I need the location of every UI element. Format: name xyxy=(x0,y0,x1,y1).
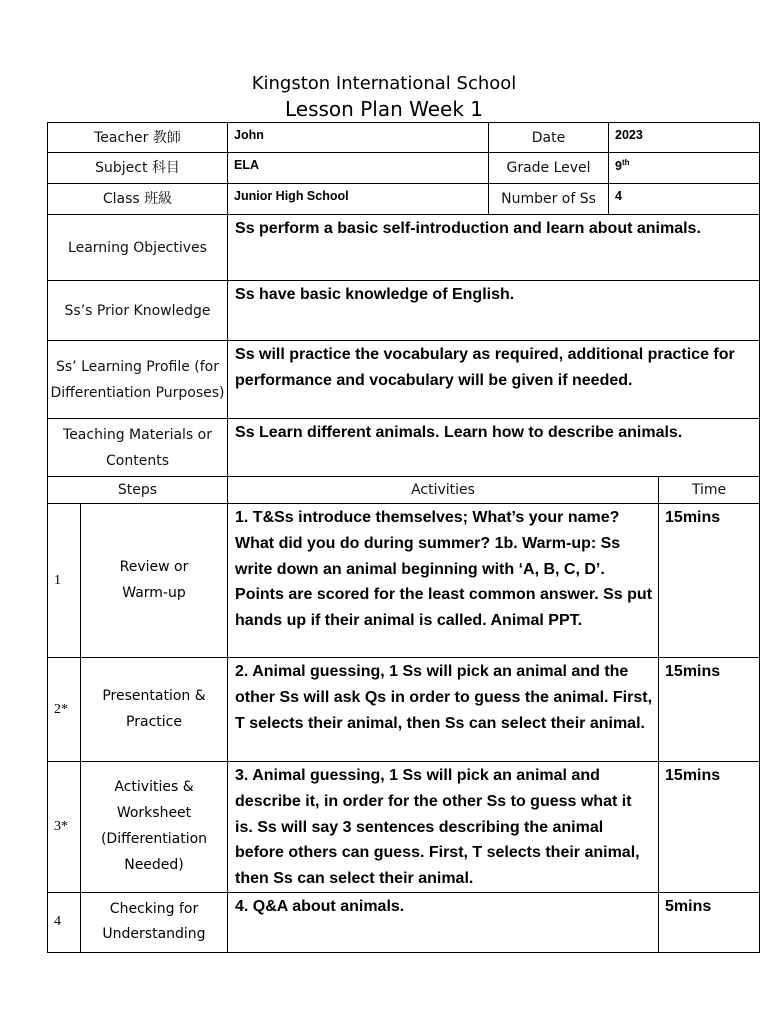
grade-number: 9 xyxy=(615,159,622,174)
page-title: Lesson Plan Week 1 xyxy=(285,97,483,121)
class-label: Class 班級 xyxy=(48,184,228,215)
grade-suffix: th xyxy=(621,158,630,167)
step-name: Review or Warm-up xyxy=(81,504,228,658)
lesson-plan-table xyxy=(47,122,760,953)
step-row xyxy=(48,658,760,762)
step-time: 15mins xyxy=(659,504,760,658)
objectives-text: Ss perform a basic self-introduction and learn about animals. xyxy=(228,215,760,281)
step-row xyxy=(48,892,760,952)
materials-text: Ss Learn different animals. Learn how to describe animals. xyxy=(228,419,760,477)
learning-profile-label: Ss’ Learning Profile (for Differentiation Purposes) xyxy=(48,341,228,419)
step-number: 1 xyxy=(48,504,81,658)
step-activity: 2. Animal guessing, 1 Ss will pick an animal and the other Ss will ask Qs in order to guess the animal. First, T selects their animal, then Ss can select their animal. xyxy=(228,658,659,762)
step-name: Presentation & Practice xyxy=(81,658,228,762)
teacher-label: Teacher 教師 xyxy=(48,123,228,153)
step-activity: 4. Q&A about animals. xyxy=(228,892,659,952)
class-value: Junior High School xyxy=(228,184,489,215)
subject-value: ELA xyxy=(228,153,489,184)
step-time: 15mins xyxy=(659,658,760,762)
steps-header: Steps xyxy=(48,477,228,504)
time-header: Time xyxy=(659,477,760,504)
materials-row xyxy=(48,419,760,477)
step-activity: 3. Animal guessing, 1 Ss will pick an animal and describe it, in order for the other Ss to guess what it is. Ss will say 3 sentences describing the animal before others can guess. First, T selects their animal, then Ss can select their animal. xyxy=(228,762,659,893)
step-activity: 1. T&Ss introduce themselves; What’s your name? What did you do during summer? 1b. Warm-up: Ss write down an animal beginning with ‘A, B, C, D’. Points are scored for the least common answer. Ss put hands up if their animal is called. Animal PPT. xyxy=(228,504,659,658)
learning-profile-row xyxy=(48,341,760,419)
grade-value xyxy=(609,153,760,184)
number-of-ss-value: 4 xyxy=(609,184,760,215)
step-time: 5mins xyxy=(659,892,760,952)
activities-header: Activities xyxy=(228,477,659,504)
date-label: Date xyxy=(489,123,609,153)
step-number: 4 xyxy=(48,892,81,952)
subject-row xyxy=(48,153,760,184)
school-name: Kingston International School xyxy=(251,73,517,94)
materials-label: Teaching Materials or Contents xyxy=(48,419,228,477)
grade-label: Grade Level xyxy=(489,153,609,184)
prior-knowledge-text: Ss have basic knowledge of English. xyxy=(228,281,760,341)
teacher-row xyxy=(48,123,760,153)
date-value: 2023 xyxy=(609,123,760,153)
step-time: 15mins xyxy=(659,762,760,893)
step-number: 2* xyxy=(48,658,81,762)
step-name: Activities & Worksheet (Differentiation Needed) xyxy=(81,762,228,893)
step-row xyxy=(48,762,760,893)
prior-knowledge-label: Ss’s Prior Knowledge xyxy=(48,281,228,341)
column-header-row xyxy=(48,477,760,504)
step-row xyxy=(48,504,760,658)
step-name: Checking for Understanding xyxy=(81,892,228,952)
subject-label: Subject 科目 xyxy=(48,153,228,184)
prior-knowledge-row xyxy=(48,281,760,341)
objectives-label: Learning Objectives xyxy=(48,215,228,281)
learning-profile-text: Ss will practice the vocabulary as required, additional practice for performance and vocabulary will be given if needed. xyxy=(228,341,760,419)
number-of-ss-label: Number of Ss xyxy=(489,184,609,215)
class-row xyxy=(48,184,760,215)
step-number: 3* xyxy=(48,762,81,893)
objectives-row xyxy=(48,215,760,281)
teacher-value: John xyxy=(228,123,489,153)
